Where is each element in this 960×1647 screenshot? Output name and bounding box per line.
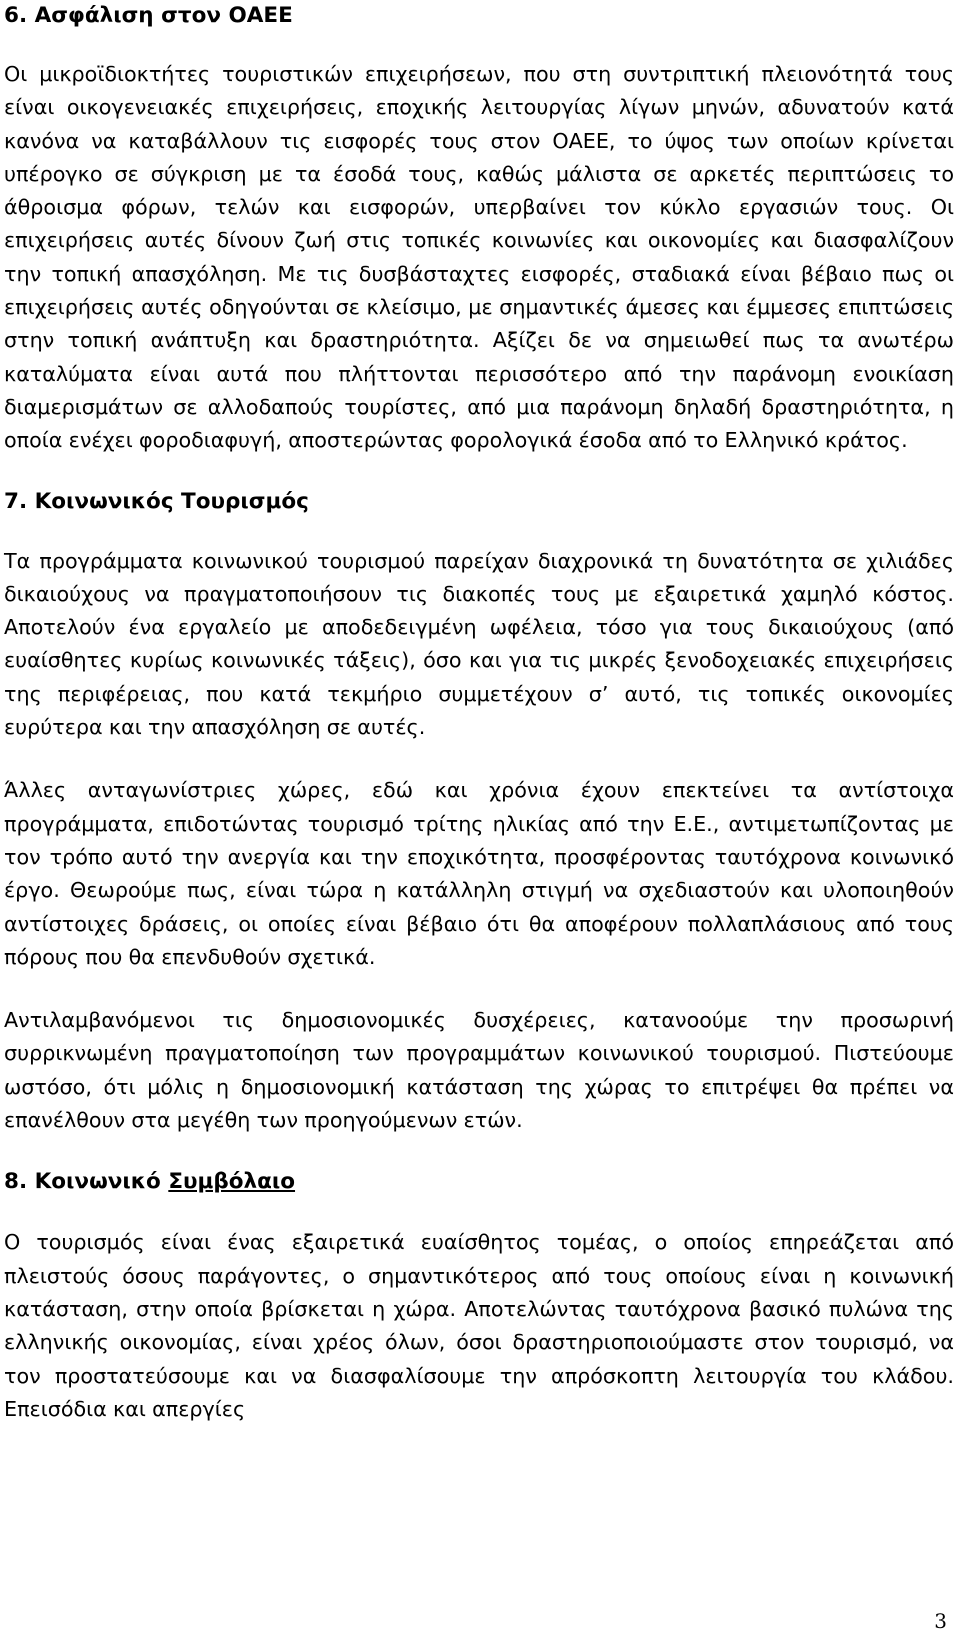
section-heading-social-tourism: 7. Κοινωνικός Τουρισμός [4,488,309,514]
paragraph-oaee-insurance: Οι μικροϊδιοκτήτες τουριστικών επιχειρήσεων, που στη συντριπτική πλειονότητά τους είναι οικογενειακές επιχειρήσεις, εποχικής λειτουργίας λίγων μηνών, αδυνατούν κατά κανόνα να καταβάλλουν τις εισφορές τους στον ΟΑΕΕ, το ύψος των οποίων κρίνεται υπέρογκο σε σύγκριση με τα έσοδά τους, καθώς μάλιστα σε αρκετές περιπτώσεις το άθροισμα φόρων, τελών και εισφορών, υπερβαίνει τον κύκλο εργασιών τους. Οι επιχειρήσεις αυτές δίνουν ζωή στις τοπικές κοινωνίες και οικονομίες και διασφαλίζουν την τοπική απασχόληση. Με τις δυσβάσταχτες εισφορές, σταδιακά είναι βέβαιο πως οι επιχειρήσεις αυτές οδηγούνται σε κλείσιμο, με σημαντικές άμεσες και έμμεσες επιπτώσεις στην τοπική ανάπτυξη και δραστηριότητα. Αξίζει δε να σημειωθεί πως τα ανωτέρω καταλύματα είναι αυτά που πλήττονται περισσότερο από την παράνομη ενοικίαση διαμερισμάτων σε αλλοδαπούς τουρίστες, από μια παράνομη δηλαδή δραστηριότητα, η οποία ενέχει φοροδιαφυγή, αποστερώντας φορολογικά έσοδα από το Ελληνικό κράτος. [4,62,954,453]
section-heading-oaee-insurance: 6. Ασφάλιση στον ΟΑΕΕ [4,3,293,28]
paragraph-social-tourism-2: Άλλες ανταγωνίστριες χώρες, εδώ και χρόνια έχουν επεκτείνει τα αντίστοιχα προγράμματα, επιδοτώντας τουρισμό τρίτης ηλικίας από την Ε.Ε., αντιμετωπίζοντας με τον τρόπο αυτό την ανεργία και την εποχικότητα, προσφέροντας ταυτόχρονα κοινωνικό έργο. Θεωρούμε πως, είναι τώρα η κατάλληλη στιγμή να σχεδιαστούν και υλοποιηθούν αντίστοιχες δράσεις, οι οποίες είναι βέβαιο ότι θα αποφέρουν πολλαπλάσιους από τους πόρους που θα επενδυθούν σχετικά. [4,778,954,969]
page-number: 3 [934,1609,947,1633]
section-heading-social-contract [4,1166,954,1198]
section-heading-social-contract-text: 8. Κοινωνικό [4,1169,169,1195]
section-heading-social-contract-underlined: Συμβόλαιο [168,1169,296,1195]
paragraph-social-contract: Ο τουρισμός είναι ένας εξαιρετικά ευαίσθητος τομέας, ο οποίος επηρεάζεται από πλειστούς όσους παράγοντες, ο σημαντικότερος από τους οποίους είναι η κοινωνική κατάσταση, στην οποία βρίσκεται η χώρα. Αποτελώντας ταυτόχρονα βασικό πυλώνα της ελληνικής οικονομίας, είναι χρέος όλων, όσοι δραστηριοποιούμαστε στον τουρισμό, να τον προστατεύσουμε και να διασφαλίσουμε την απρόσκοπτη λειτουργία του κλάδου. Επεισόδια και απεργίες [4,1230,954,1421]
paragraph-social-tourism-1: Τα προγράμματα κοινωνικού τουρισμού παρείχαν διαχρονικά τη δυνατότητα σε χιλιάδες δικαιούχους να πραγματοποιήσουν τις διακοπές τους με εξαιρετικά χαμηλό κόστος. Αποτελούν ένα εργαλείο με αποδεδειγμένη ωφέλεια, τόσο για τους δικαιούχους (από ευαίσθητες κυρίως κοινωνικές τάξεις), όσο και για τις μικρές ξενοδοχειακές επιχειρήσεις της περιφέρειας, που κατά τεκμήριο συμμετέχουν σ’ αυτό, τις τοπικές οικονομίες ευρύτερα και την απασχόληση σε αυτές. [4,548,954,740]
paragraph-social-tourism-3: Αντιλαμβανόμενοι τις δημοσιονομικές δυσχέρειες, κατανοούμε την προσωρινή συρρικνωμένη πραγματοποίηση των προγραμμάτων κοινωνικού τουρισμού. Πιστεύουμε ωστόσο, ότι μόλις η δημοσιονομική κατάσταση της χώρας το επιτρέψει θα πρέπει να επανέλθουν στα μεγέθη των προηγούμενων ετών. [4,1008,954,1133]
